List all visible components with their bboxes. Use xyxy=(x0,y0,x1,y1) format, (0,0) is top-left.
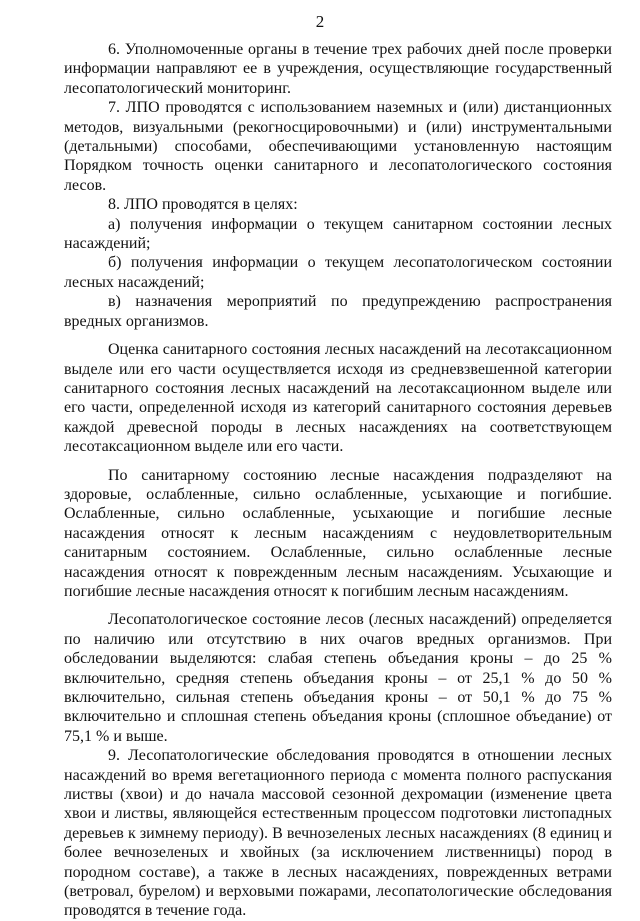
paragraph-sanitary-assessment: Оценка санитарного состояния лесных насаждений на лесотаксационном выделе или его части осуществляется исходя из средневзвешенной категории санитарного состояния лесных насаждений на лесотаксационном выделе или его части, определенной исходя из категорий санитарного состояния деревьев каждой древесной породы в лесных насаждениях на соответствующем лесотаксационном выделе или его части. xyxy=(64,341,612,456)
paragraph-sanitary-classes: По санитарному состоянию лесные насаждения подразделяют на здоровые, ослабленные, сильно ослабленные, усыхающие и погибшие. Ослабленные, сильно ослабленные, усыхающие и погибшие лесные насаждения относят к лесным насаждениям с неудовлетворительным санитарным состоянием. Ослабленные, сильно ослабленные лесные насаждения относят к поврежденным лесным насаждениям. Усыхающие и погибшие лесные насаждения относят к погибшим лесным насаждениям. xyxy=(64,466,612,600)
paragraph-item-6: 6. Уполномоченные органы в течение трех рабочих дней после проверки информации направляют ее в учреждения, осуществляющие государственный лесопатологический мониторинг. xyxy=(64,41,612,97)
page-number: 2 xyxy=(315,12,325,31)
paragraph-item-7: 7. ЛПО проводятся с использованием наземных и (или) дистанционных методов, визуальными (рекогносцировочными) и (или) инструментальными (детальными) способами, обеспечивающими установленную настоящим Порядком точность оценки санитарного и лесопатологического состояния лесов. xyxy=(64,99,612,194)
subitem-b: б) получения информации о текущем лесопатологическом состоянии лесных насаждений; xyxy=(64,254,612,291)
subitem-v: в) назначения мероприятий по предупреждению распространения вредных организмов. xyxy=(64,293,612,330)
paragraph-item-9: 9. Лесопатологические обследования проводятся в отношении лесных насаждений во время вегетационного периода с момента полного распускания листвы (хвои) и до начала массовой сезонной дехромации (изменение цвета хвои и листвы, являющейся естественным процессом подготовки листопадных деревьев к зимнему периоду). В вечнозеленых лесных насаждениях (8 единиц и более вечнозеленых и хвойных (за исключением лиственницы) пород в породном составе), а также в лесных насаждениях, поврежденных ветрами (ветровал, бурелом) и верховыми пожарами, лесопатологические обследования проводятся в течение года. xyxy=(64,747,612,920)
paragraph-pathology-state: Лесопатологическое состояние лесов (лесных насаждений) определяется по наличию или отсутствию в них очагов вредных организмов. При обследовании выделяются: слабая степень объедания кроны – до 25 % включительно, средняя степень объедания кроны – от 25,1 % до 50 % включительно, сильная степень объедания кроны – от 50,1 % до 75 % включительно и сплошная степень объедания кроны (сплошное объедание) от 75,1 % и выше. xyxy=(64,611,612,745)
paragraph-item-8: 8. ЛПО проводятся в целях: xyxy=(108,196,298,214)
document-body xyxy=(64,40,612,921)
subitem-a: а) получения информации о текущем санитарном состоянии лесных насаждений; xyxy=(64,215,612,253)
